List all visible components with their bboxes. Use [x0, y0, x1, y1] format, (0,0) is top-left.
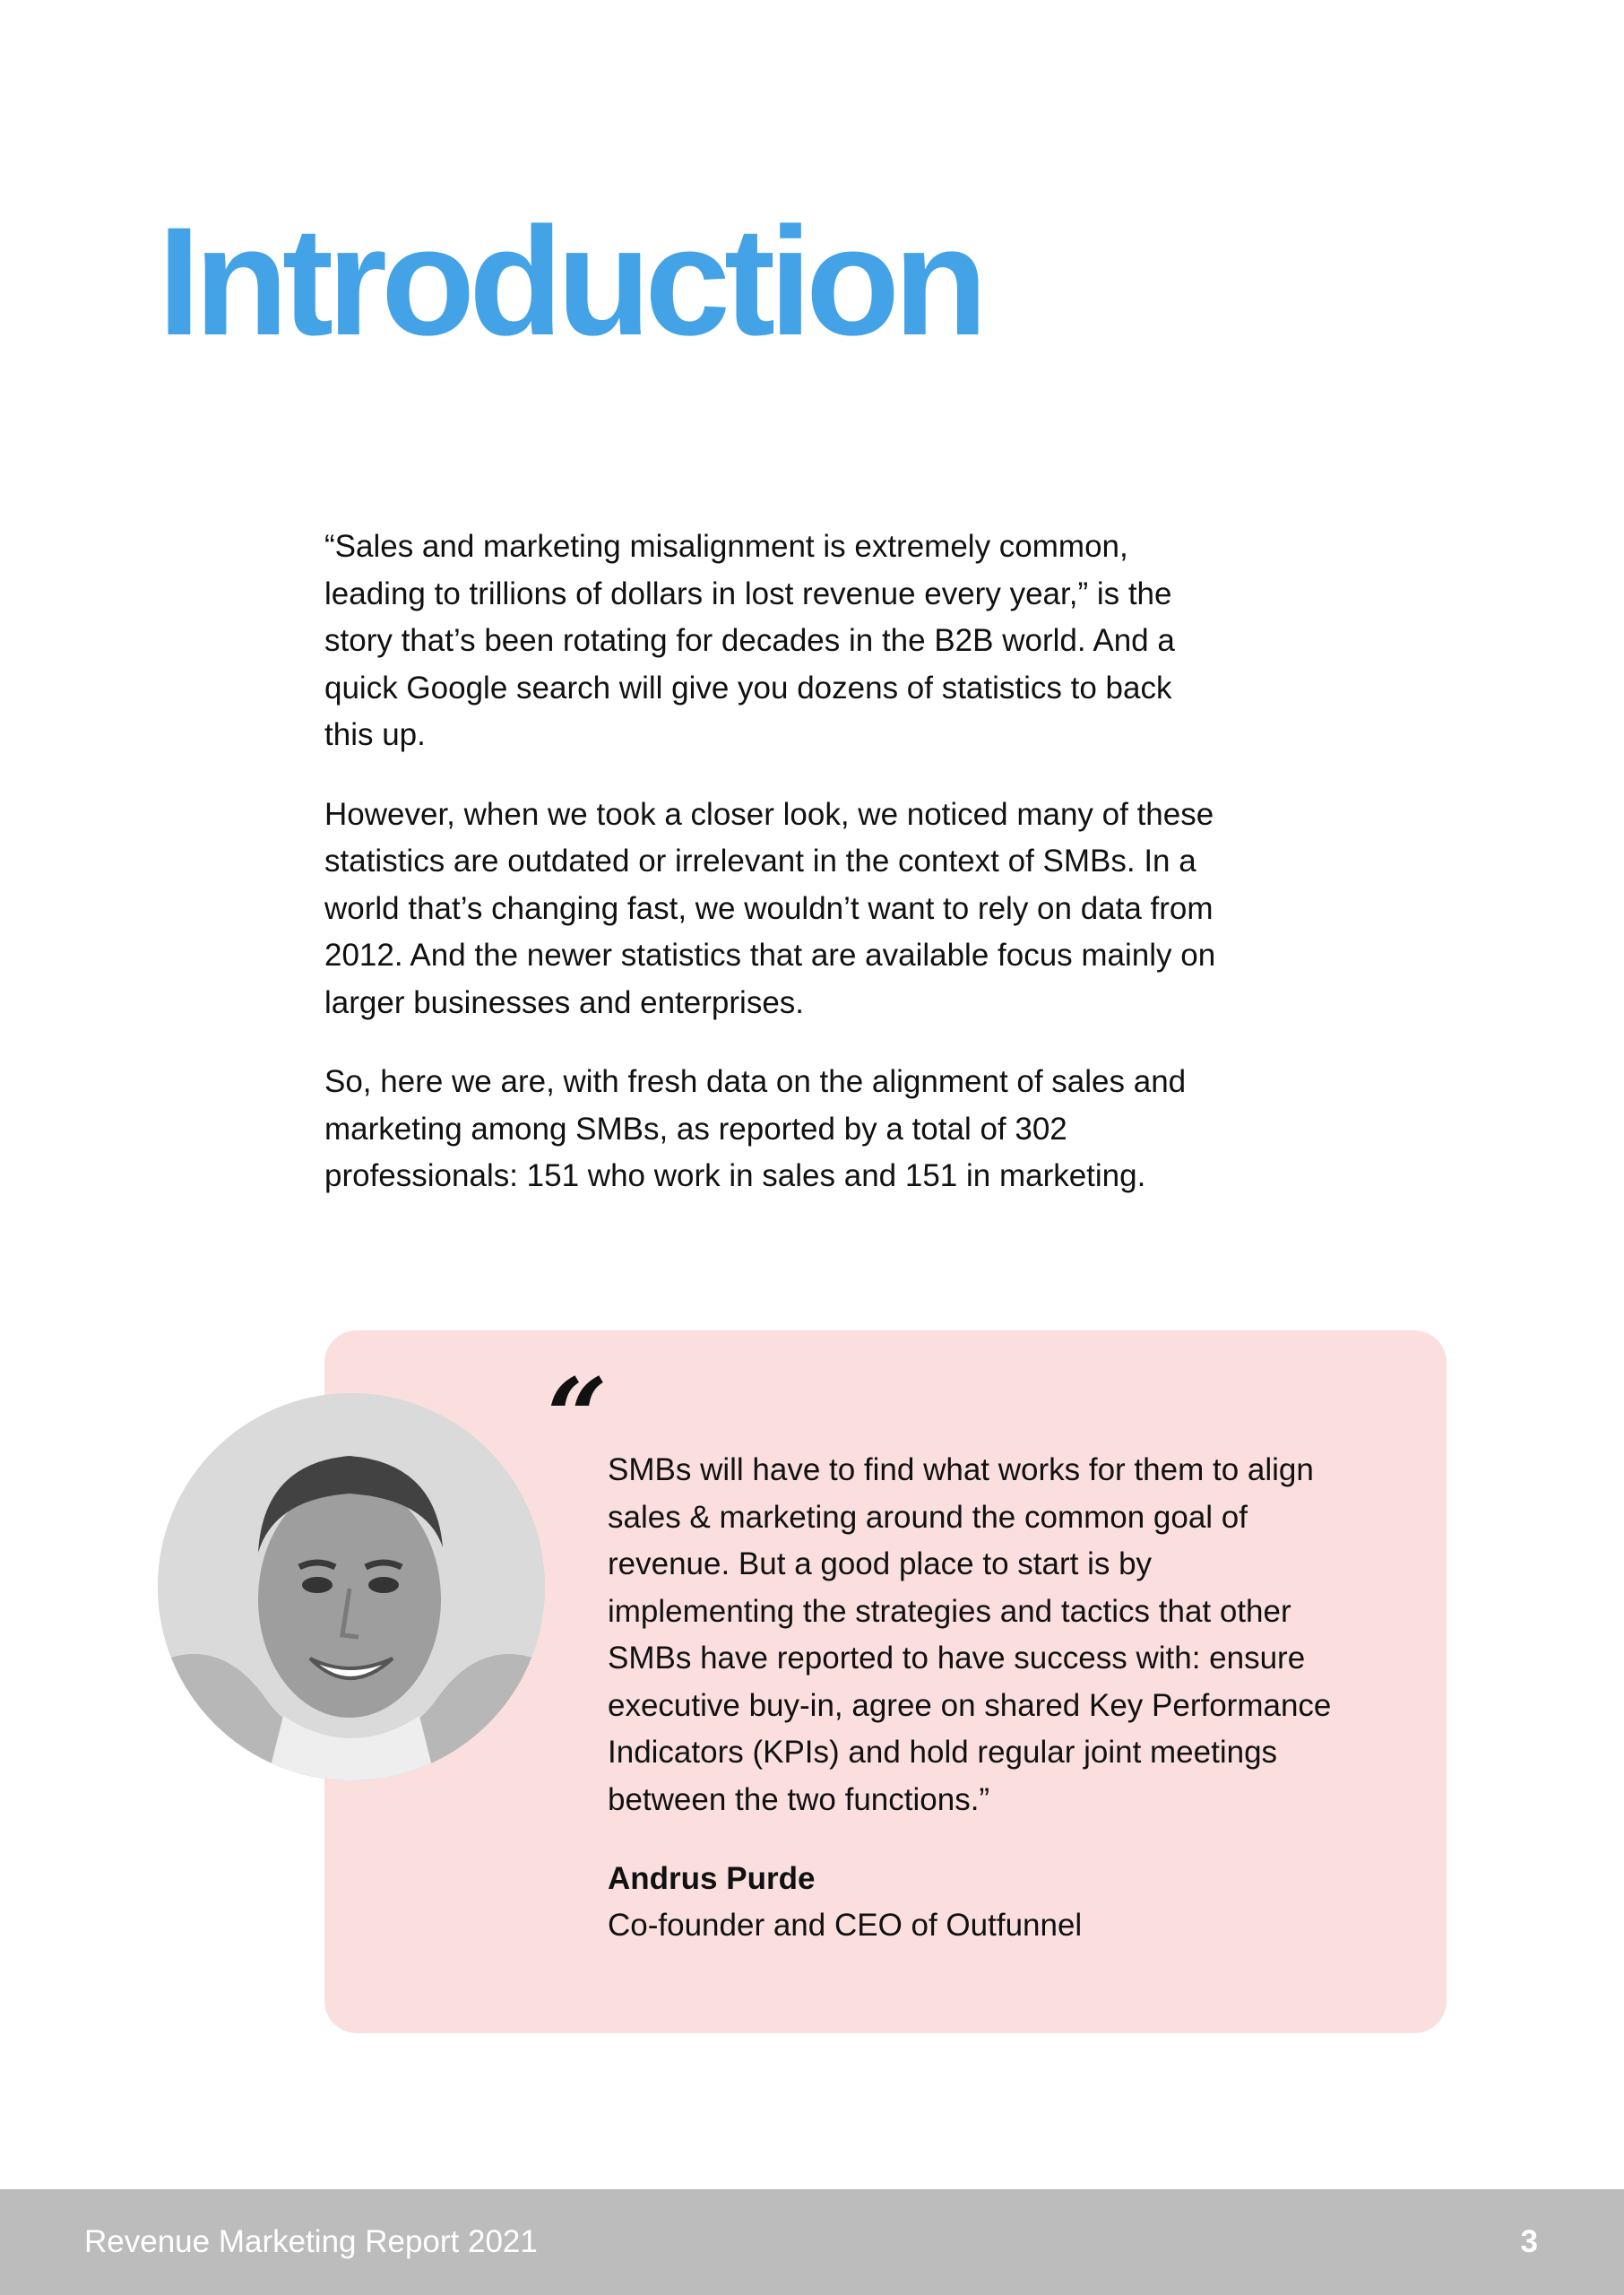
- quote-mark-icon: “: [547, 1355, 602, 1479]
- intro-section: [324, 524, 1301, 1233]
- author-photo: [158, 1393, 545, 1780]
- page-footer: [0, 2189, 1624, 2295]
- quote-author-role: Co-founder and CEO of Outfunnel: [608, 1908, 1083, 1943]
- intro-paragraph: “Sales and marketing misalignment is extremely common, leading to trillions of dollars in lost revenue every year,” is the story that’s been rotating for decades in the B2B world. And a quick Google search will give you dozens of statistics to back this up.: [324, 529, 1175, 752]
- intro-paragraph: However, when we took a closer look, we noticed many of these statistics are outdated or irrelevant in the context of SMBs. In a world that’s changing fast, we wouldn’t want to rely on data from 2012. And the newer statistics that are available focus mainly on larger businesses and enterprises.: [324, 796, 1216, 1020]
- quote-author: Andrus Purde: [608, 1861, 816, 1896]
- intro-paragraph: So, here we are, with fresh data on the alignment of sales and marketing among SMBs, as reported by a total of 302 professionals: 151 who work in sales and 151 in marketing.: [324, 1064, 1187, 1193]
- footer-report-title: Revenue Marketing Report 2021: [84, 2224, 538, 2259]
- quote-text: SMBs will have to find what works for them to align sales & marketing around the common goal of revenue. But a good place to start is by implementing the strategies and tactics that other SMBs have reported to have success with: ensure executive buy-in, agree on shared Key Performance Indicators (KPIs) and hold regular joint meetings between the two functions.”: [608, 1452, 1332, 1817]
- page-number: 3: [1520, 2224, 1538, 2259]
- page-title: Introduction: [158, 195, 982, 368]
